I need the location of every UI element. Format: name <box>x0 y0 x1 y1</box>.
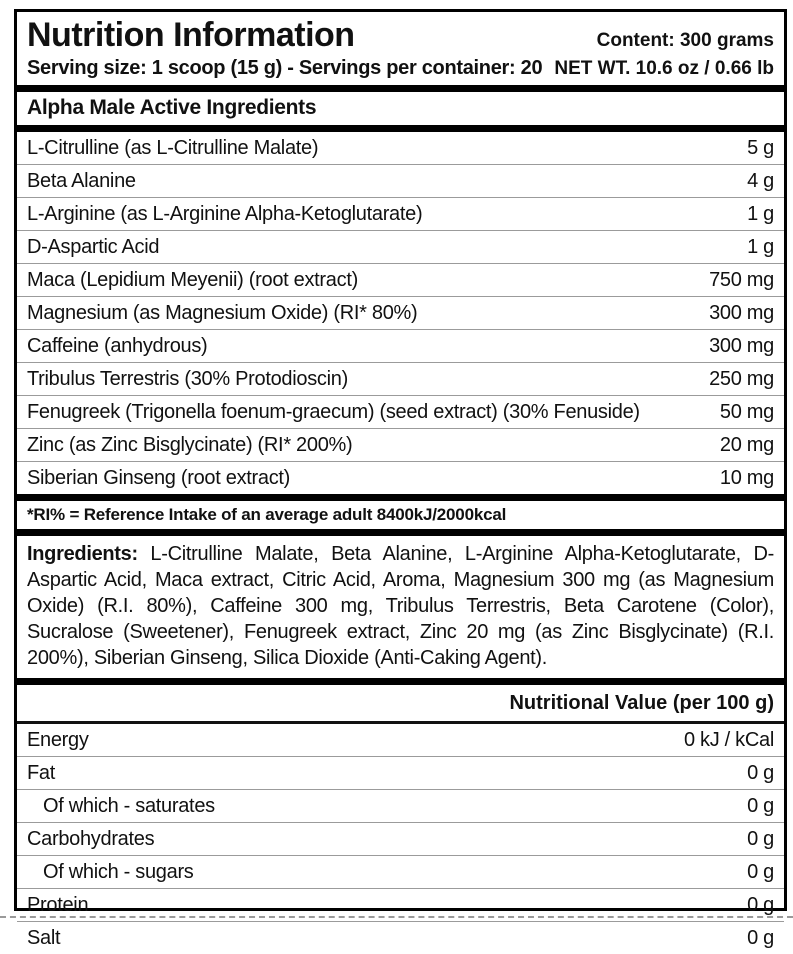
ingredient-amount: 20 mg <box>719 433 774 456</box>
divider-bar <box>17 494 784 501</box>
ingredient-amount: 50 mg <box>719 400 774 423</box>
divider-bar <box>17 678 784 685</box>
reference-intake-note: *RI% = Reference Intake of an average adult 8400kJ/2000kcal <box>27 504 507 524</box>
table-row <box>17 165 784 198</box>
ingredient-name: Magnesium (as Magnesium Oxide) (RI* 80%) <box>27 301 418 324</box>
table-row <box>17 856 784 889</box>
nutrient-value: 0 g <box>747 761 774 784</box>
active-ingredients-table <box>17 132 784 494</box>
nutritional-value-header: Nutritional Value (per 100 g) <box>17 685 784 724</box>
nutrition-label <box>14 9 787 949</box>
table-row <box>17 823 784 856</box>
nutrient-value: 0 g <box>747 860 774 883</box>
ingredient-name: Caffeine (anhydrous) <box>27 334 208 357</box>
ingredient-name: Fenugreek (Trigonella foenum-graecum) (seed extract) (30% Fenuside) <box>27 400 640 423</box>
nutrient-name: Protein <box>27 893 89 916</box>
table-row <box>17 757 784 790</box>
nutrient-value: 0 kJ / kCal <box>683 728 774 751</box>
nutrient-name: Salt <box>27 926 61 949</box>
ingredients-text: L-Citrulline Malate, Beta Alanine, L-Arginine Alpha-Ketoglutarate, D-Aspartic Acid, Maca extract, Citric Acid, Aroma, Magnesium 300 mg (as Magnesium Oxide) (R.I. 80%), Caffeine 300 mg, Tribulus Terrestris, Beta Carotene (Color), Sucralose (Sweetener), Fenugreek extract, Zinc 20 mg (as Zinc Bisglycinate) (R.I. 200%), Siberian Ginseng, Silica Dioxide (Anti-Caking Agent). <box>27 542 774 669</box>
table-row <box>17 429 784 462</box>
nutrient-name: Of which - saturates <box>43 794 215 817</box>
table-row <box>17 724 784 757</box>
ingredient-name: Siberian Ginseng (root extract) <box>27 466 291 489</box>
ingredient-amount: 1 g <box>747 235 774 258</box>
ingredient-amount: 4 g <box>747 169 774 192</box>
nutrient-name: Fat <box>27 761 55 784</box>
table-row <box>17 297 784 330</box>
nutrient-value: 0 g <box>747 926 774 949</box>
ingredient-amount: 300 mg <box>709 334 774 357</box>
table-row <box>17 363 784 396</box>
ingredient-amount: 10 mg <box>719 466 774 489</box>
label-header <box>17 12 784 85</box>
content-amount: Content: 300 grams <box>596 29 774 51</box>
ingredient-name: L-Citrulline (as L-Citrulline Malate) <box>27 136 319 159</box>
cut-line <box>0 916 793 918</box>
active-ingredients-header: Alpha Male Active Ingredients <box>27 95 317 119</box>
ingredient-name: Beta Alanine <box>27 169 136 192</box>
table-row <box>17 231 784 264</box>
table-row <box>17 132 784 165</box>
ingredient-name: Zinc (as Zinc Bisglycinate) (RI* 200%) <box>27 433 353 456</box>
table-row <box>17 198 784 231</box>
table-row <box>17 396 784 429</box>
table-row <box>17 462 784 494</box>
ingredient-amount: 750 mg <box>709 268 774 291</box>
page-title: Nutrition Information <box>27 16 355 54</box>
ingredient-amount: 300 mg <box>709 301 774 324</box>
ingredient-amount: 5 g <box>747 136 774 159</box>
ingredient-name: Tribulus Terrestris (30% Protodioscin) <box>27 367 348 390</box>
table-row <box>17 922 784 954</box>
ingredient-name: Maca (Lepidium Meyenii) (root extract) <box>27 268 358 291</box>
net-weight: NET WT. 10.6 oz / 0.66 lb <box>554 57 774 79</box>
nutrient-value: 0 g <box>747 794 774 817</box>
nutrient-name: Energy <box>27 728 89 751</box>
table-row <box>17 790 784 823</box>
ingredient-name: D-Aspartic Acid <box>27 235 160 258</box>
ingredients-label: Ingredients: <box>27 542 138 565</box>
divider-bar <box>17 529 784 536</box>
table-row <box>17 330 784 363</box>
nutrient-value: 0 g <box>747 827 774 850</box>
nutrient-name: Of which - sugars <box>43 860 194 883</box>
nutrient-value: 0 g <box>747 893 774 916</box>
ingredient-name: L-Arginine (as L-Arginine Alpha-Ketoglutarate) <box>27 202 423 225</box>
divider-bar <box>17 85 784 92</box>
table-row <box>17 264 784 297</box>
ingredient-amount: 250 mg <box>709 367 774 390</box>
ingredient-amount: 1 g <box>747 202 774 225</box>
nutritional-value-table <box>17 724 784 954</box>
nutrient-name: Carbohydrates <box>27 827 155 850</box>
divider-bar <box>17 125 784 132</box>
serving-info: Serving size: 1 scoop (15 g) - Servings per container: 20 <box>27 56 543 79</box>
ingredients-paragraph <box>17 536 784 678</box>
